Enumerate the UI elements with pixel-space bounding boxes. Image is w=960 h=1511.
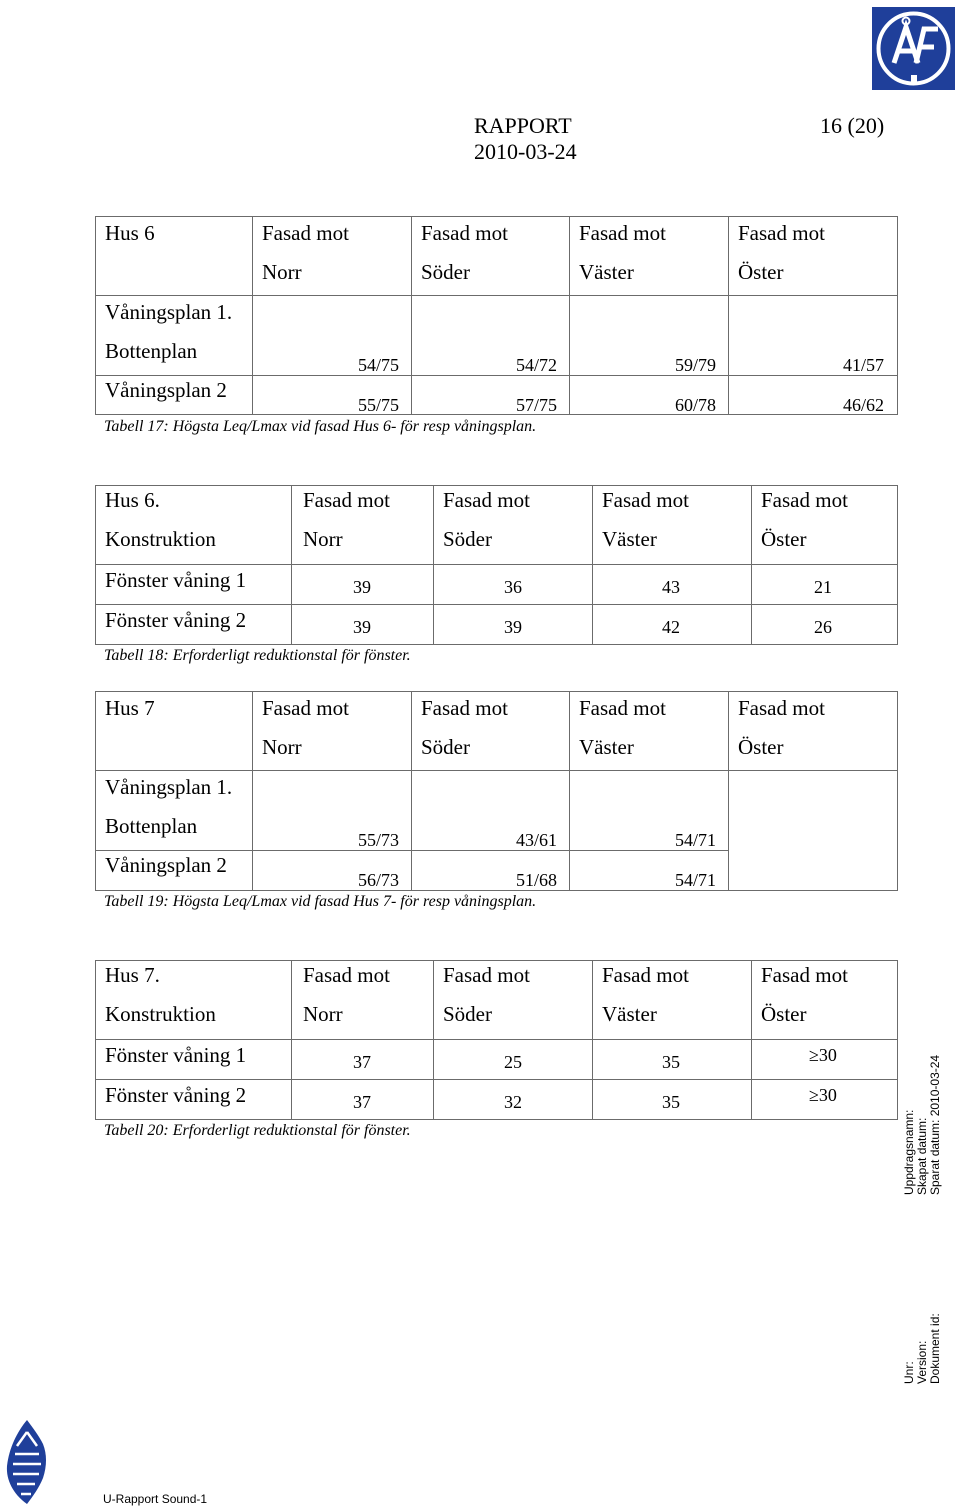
value-cell: 42 xyxy=(662,617,680,637)
value-cell: 36 xyxy=(504,577,522,597)
table-cell xyxy=(291,1039,434,1080)
column-header-norr: Fasad mot Norr xyxy=(291,960,434,1040)
value-cell: 35 xyxy=(662,1092,680,1112)
table-cell xyxy=(751,1079,898,1120)
value-row2-norr: 56/73 xyxy=(358,870,400,890)
table-cell xyxy=(751,564,898,605)
value-cell: 39 xyxy=(353,577,371,597)
row-label: Fönster våning 2 xyxy=(95,1079,292,1120)
value-row1-norr: 55/73 xyxy=(358,830,400,850)
table-corner: Hus 6. Konstruktion xyxy=(95,485,292,565)
value-cell: ≥30 xyxy=(809,1085,837,1105)
value-cell: 43 xyxy=(662,577,680,597)
side-label-uppdragsnamn: Uppdragsnamn: xyxy=(902,1109,916,1195)
side-label-skapat-datum: Skapat datum: xyxy=(915,1117,929,1195)
table-cell xyxy=(728,770,898,891)
report-date: 2010-03-24 xyxy=(474,139,577,164)
table-cell xyxy=(592,1039,752,1080)
table-cell xyxy=(433,1079,593,1120)
value-row2-vaster: 60/78 xyxy=(675,395,717,415)
column-header-vaster: Fasad mot Väster xyxy=(592,485,752,565)
value-row1-vaster: 59/79 xyxy=(675,355,717,375)
report-title: RAPPORT xyxy=(474,113,572,138)
value-row2-vaster: 54/71 xyxy=(675,870,717,890)
value-row1-soder: 54/72 xyxy=(516,355,558,375)
table-cell xyxy=(751,1039,898,1080)
af-logo xyxy=(872,7,955,90)
column-header-soder: Fasad mot Söder xyxy=(411,691,570,771)
side-label-sparat-datum: Sparat datum: 2010-03-24 xyxy=(928,1054,942,1195)
footer-template-name: U-Rapport Sound-1 xyxy=(103,1492,208,1506)
row-label: Våningsplan 1. Bottenplan xyxy=(95,295,253,376)
table-caption: Tabell 19: Högsta Leq/Lmax vid fasad Hus 7- för resp våningsplan. xyxy=(104,893,537,910)
value-row1-oster: 41/57 xyxy=(843,355,885,375)
value-row2-soder: 51/68 xyxy=(516,870,558,890)
table-cell xyxy=(291,604,434,645)
table-corner: Hus 7 xyxy=(95,691,253,771)
value-cell: 39 xyxy=(353,617,371,637)
table-cell xyxy=(751,604,898,645)
value-cell: 32 xyxy=(504,1092,522,1112)
value-cell: 37 xyxy=(353,1092,371,1112)
table-cell xyxy=(291,564,434,605)
page-number: 16 (20) xyxy=(820,113,885,138)
row-label: Våningsplan 2 xyxy=(95,375,253,415)
side-label-dokument-id: Dokument id: xyxy=(928,1313,942,1384)
value-cell: 37 xyxy=(353,1052,371,1072)
table-caption: Tabell 17: Högsta Leq/Lmax vid fasad Hus 6- för resp våningsplan. xyxy=(104,418,537,435)
table-cell xyxy=(433,1039,593,1080)
shell-logo xyxy=(3,1418,51,1506)
column-header-vaster: Fasad mot Väster xyxy=(592,960,752,1040)
row-label: Fönster våning 1 xyxy=(95,564,292,605)
column-header-vaster: Fasad mot Väster xyxy=(569,691,729,771)
table-cell xyxy=(592,604,752,645)
table-caption: Tabell 20: Erforderligt reduktionstal för fönster. xyxy=(104,1122,411,1139)
value-row1-norr: 54/75 xyxy=(358,355,400,375)
column-header-oster: Fasad mot Öster xyxy=(728,691,898,771)
column-header-soder: Fasad mot Söder xyxy=(411,216,570,296)
column-header-norr: Fasad mot Norr xyxy=(252,216,412,296)
value-row2-oster: 46/62 xyxy=(843,395,885,415)
table-cell xyxy=(433,564,593,605)
value-cell: 26 xyxy=(814,617,832,637)
column-header-oster: Fasad mot Öster xyxy=(751,960,898,1040)
value-cell: ≥30 xyxy=(809,1045,837,1065)
value-row1-soder: 43/61 xyxy=(516,830,558,850)
table-cell xyxy=(592,1079,752,1120)
row-label: Våningsplan 1. Bottenplan xyxy=(95,770,253,851)
value-cell: 39 xyxy=(504,617,522,637)
value-row2-norr: 55/75 xyxy=(358,395,400,415)
row-label: Våningsplan 2 xyxy=(95,850,253,891)
table-cell xyxy=(592,564,752,605)
table-caption: Tabell 18: Erforderligt reduktionstal för fönster. xyxy=(104,647,411,664)
table-corner: Hus 7. Konstruktion xyxy=(95,960,292,1040)
value-row2-soder: 57/75 xyxy=(516,395,558,415)
table-corner: Hus 6 xyxy=(95,216,253,296)
table-cell xyxy=(291,1079,434,1120)
row-label: Fönster våning 1 xyxy=(95,1039,292,1080)
column-header-norr: Fasad mot Norr xyxy=(291,485,434,565)
row-label: Fönster våning 2 xyxy=(95,604,292,645)
column-header-norr: Fasad mot Norr xyxy=(252,691,412,771)
column-header-soder: Fasad mot Söder xyxy=(433,485,593,565)
column-header-soder: Fasad mot Söder xyxy=(433,960,593,1040)
table-cell xyxy=(433,604,593,645)
side-label-unr: Unr: xyxy=(902,1361,916,1384)
column-header-oster: Fasad mot Öster xyxy=(751,485,898,565)
side-label-version: Version: xyxy=(915,1340,929,1384)
value-cell: 35 xyxy=(662,1052,680,1072)
column-header-vaster: Fasad mot Väster xyxy=(569,216,729,296)
column-header-oster: Fasad mot Öster xyxy=(728,216,898,296)
value-cell: 25 xyxy=(504,1052,522,1072)
value-cell: 21 xyxy=(814,577,832,597)
value-row1-vaster: 54/71 xyxy=(675,830,717,850)
